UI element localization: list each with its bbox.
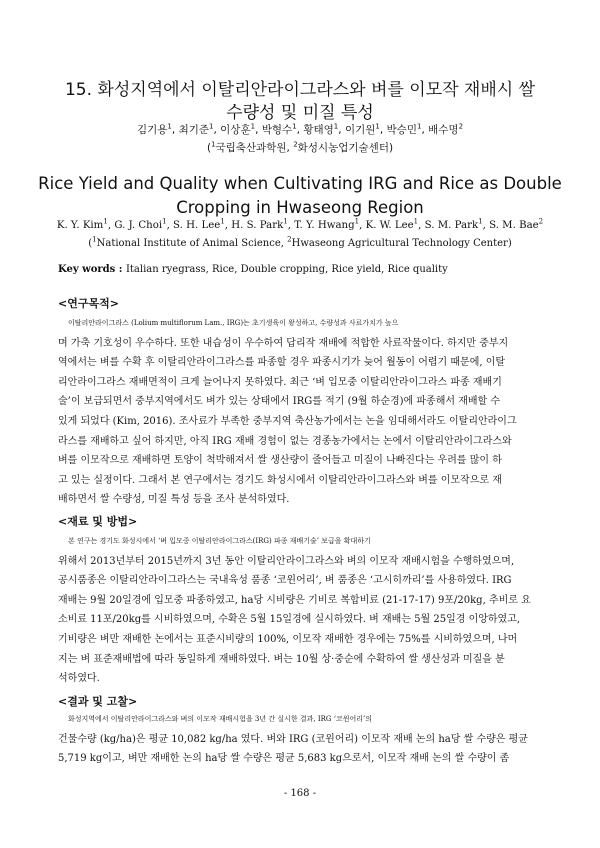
text-line: 위해서 2013년부터 2015년까지 3년 동안 이탈리안라이그라스와 벼의 이모작 재배시험을 수행하였으며, — [58, 555, 515, 567]
section-heading-purpose: <연구목적> — [58, 297, 119, 310]
text-line: 벼를 이모작으로 재배하면 토양이 척박해져서 쌀 생산량이 줄어들고 미질이 나빠진다는 우려를 많이 하 — [58, 455, 502, 467]
text-line: 지는 벼 표준재배법에 따라 동일하게 재배하였다. 벼는 10월 상·중순에 수확하여 쌀 생산성과 미질을 분 — [58, 653, 505, 665]
section-body-results — [58, 710, 544, 769]
text-line: 소비료 11포/20kg를 시비하였으며, 수확은 5월 15일경에 실시하였다. 벼 재배는 5월 25일경 이앙하였고, — [58, 614, 521, 626]
section-heading-methods: <재료 및 방법> — [58, 515, 138, 528]
text-line: 고 있는 실정이다. 그래서 본 연구에서는 경기도 화성시에서 이탈리안라이그라스와 벼를 이모작으로 재 — [58, 474, 502, 486]
section-body-methods — [58, 532, 544, 689]
text-line: 역에서는 벼를 수확 후 이탈리안라이그라스를 파종할 경우 파종시기가 늦어 월동이 어렵기 때문에, 이탈 — [58, 357, 506, 369]
text-line: 건물수량 (kg/ha)은 평균 10,082 kg/ha 였다. 벼와 IRG (코윈어리) 이모작 재배 논의 ha당 쌀 수량은 평균 — [58, 733, 528, 745]
author-kr: 최기준$^1$ — [178, 122, 214, 136]
section-body-purpose — [58, 314, 544, 510]
korean-author-list: 김기용$^1$, 최기준$^1$, 이상훈$^1$, 박형수$^1$, 황태영$^1$, 이기원$^1$, 박승민$^1$, 배수명$^2$ — [136, 122, 464, 136]
text-line: 리안라이그라스 재배면적이 크게 늘어나지 못하였다. 최근 ‘벼 입모중 이탈리안라이그라스 파종 재배기 — [58, 376, 502, 388]
author-en: T. Y. Hwang$^1$ — [294, 217, 360, 231]
text-line: 공시품종은 이탈리안라이그라스는 국내육성 품종 ‘코윈어리’, 벼 품종은 ‘고시히까리’를 사용하였다. IRG — [58, 575, 512, 587]
author-kr: 황태영$^1$ — [303, 122, 339, 136]
author-en: G. J. Choi$^1$ — [114, 217, 167, 231]
english-author-list: K. Y. Kim$^1$, G. J. Choi$^1$, S. H. Lee$^1$, H. S. Park$^1$, T. Y. Hwang$^1$, K. W. Lee$^1$, S. M. Park$^1$, S. M. Bae$^2$ — [56, 217, 544, 231]
author-kr: 박승민$^1$ — [386, 122, 422, 136]
author-en: H. S. Park$^1$ — [231, 217, 288, 231]
author-en: K. W. Lee$^1$ — [365, 217, 419, 231]
section-heading-results: <결과 및 고찰> — [58, 695, 138, 708]
author-en: S. H. Lee$^1$ — [173, 217, 225, 231]
english-title-line-1: Rice Yield and Quality when Cultivating IRG and Rice as Double — [38, 174, 562, 193]
english-title-line-2: Cropping in Hwaseong Region — [176, 198, 424, 217]
author-kr: 배수명$^2$ — [428, 122, 464, 136]
keywords — [58, 260, 578, 280]
author-kr: 이상훈$^1$ — [220, 122, 256, 136]
keywords-label: Key words : — [58, 264, 126, 275]
text-line: 이탈리안라이그라스 (Lolium multiflorum Lam., IRG)는 초기생육이 왕성하고, 수량성과 사료가치가 높으 — [68, 319, 399, 327]
author-kr: 박형수$^1$ — [261, 122, 297, 136]
text-line: 며 가축 기호성이 우수하다. 또한 내습성이 우수하여 답리작 재배에 적합한 사료작물이다. 하지만 중부지 — [58, 337, 509, 349]
korean-title-line-1: 15. 화성지역에서 이탈리안라이그라스와 벼를 이모작 재배시 쌀 — [64, 80, 535, 100]
text-line: 재배는 9월 20일경에 입모중 파종하였고, ha당 시비량은 기비로 복합비료 (21-17-17) 9포/20kg, 추비로 요 — [58, 594, 531, 606]
author-en: S. M. Bae$^2$ — [489, 217, 544, 231]
text-line: 술’이 보급되면서 중부지역에서도 벼가 있는 상태에서 IRG를 적기 (9월 하순경)에 파종해서 재배할 수 — [58, 396, 501, 408]
text-line: 화성지역에서 이탈리안라이그라스와 벼의 이모작 재배시험을 3년 간 실시한 결과, IRG ‘코윈어리’의 — [68, 715, 372, 723]
text-line: 본 연구는 경기도 화성시에서 ‘벼 입모중 이탈리안라이그라스(IRG) 파종 재배기술’ 보급을 확대하기 — [68, 537, 371, 545]
korean-affiliations: ($^1$국립축산과학원, $^2$화성시농업기술센터) — [206, 140, 394, 154]
text-line: 기비량은 벼만 재배한 논에서는 표준시비량의 100%, 이모작 재배한 경우에는 75%를 시비하였으며, 나머 — [58, 633, 518, 645]
text-line: 있게 되었다 (Kim, 2016). 조사료가 부족한 중부지역 축산농가에서는 논을 임대해서라도 이탈리안라이그 — [58, 415, 517, 427]
page-number: - 168 - — [283, 788, 317, 799]
text-line: 5,719 kg이고, 벼만 재배한 논의 ha당 쌀 수량은 평균 5,683 kg으로서, 이모작 재배 논의 쌀 수량이 좀 — [58, 753, 510, 765]
korean-title-line-2: 수량성 및 미질 특성 — [226, 103, 374, 123]
keywords-text: Italian ryegrass, Rice, Double cropping, Rice yield, Rice quality — [125, 264, 448, 275]
text-line: 배하면서 쌀 수량성, 미질 특성 등을 조사 분석하였다. — [58, 494, 290, 506]
author-kr: 이기원$^1$ — [344, 122, 380, 136]
text-line: 라스를 재배하고 싶어 하지만, 아직 IRG 재배 경험이 없는 경종농가에서는 논에서 이탈리안라이그라스와 — [58, 435, 512, 447]
author-en: S. M. Park$^1$ — [424, 217, 483, 231]
author-kr: 김기용$^1$ — [136, 122, 172, 136]
english-affiliations: ($^1$National Institute of Animal Science, $^2$Hwaseong Agricultural Technology Center) — [88, 235, 512, 249]
author-en: K. Y. Kim$^1$ — [56, 217, 108, 231]
text-line: 석하였다. — [58, 673, 100, 685]
